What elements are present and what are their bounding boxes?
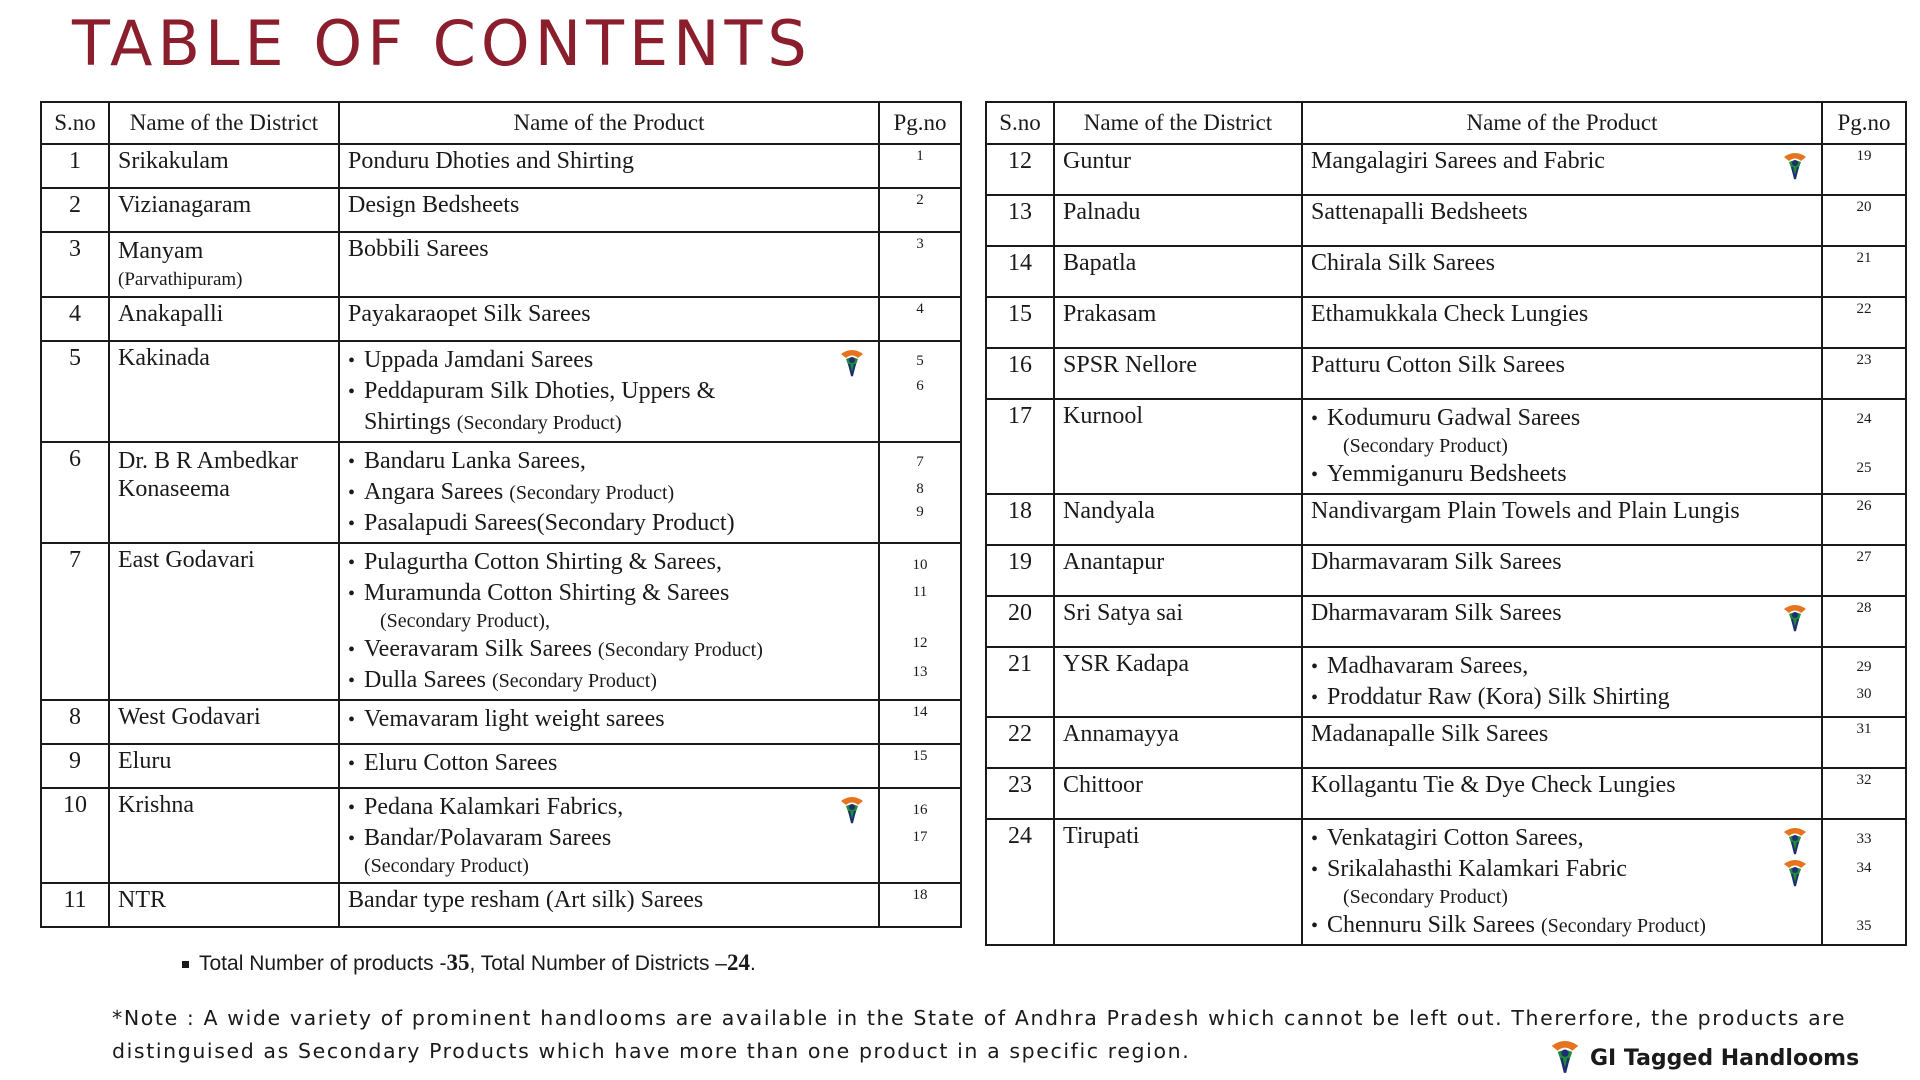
gi-tag-icon [1781,603,1809,635]
product-item: • Proddatur Raw (Kora) Silk Shirting [1327,682,1813,713]
totals-summary [182,950,756,976]
row-sno: 10 [41,788,109,883]
row-page: 1 [879,144,961,188]
gi-tag-icon [1548,1038,1582,1078]
header-product: Name of the Product [339,102,879,144]
row-page [1822,819,1906,945]
row-product: Chirala Silk Sarees [1302,246,1822,297]
page-number: 30 [1856,686,1872,703]
product-item: • Uppada Jamdani Sarees [364,345,870,376]
row-sno: 14 [986,246,1054,297]
secondary-label: (Secondary Product) [509,481,675,504]
row-page: 22 [1822,297,1906,348]
table-row [41,543,961,700]
row-product: Madanapalle Silk Sarees [1302,717,1822,768]
page-number: 25 [1856,460,1872,477]
row-sno: 7 [41,543,109,700]
product-item [364,634,870,665]
row-district: Kakinada [109,341,339,442]
row-district: Eluru [109,744,339,788]
row-product [1302,399,1822,494]
row-district [109,232,339,297]
product-item: • Venkatagiri Cotton Sarees, [1327,823,1813,854]
toc-table-left [40,101,962,928]
summary-end: . [749,952,756,975]
row-district: Tirupati [1054,819,1302,945]
row-district: Palnadu [1054,195,1302,246]
table-row [986,399,1906,494]
row-sno: 13 [986,195,1054,246]
page-number: 11 [912,583,928,600]
product-item-text: Veeravaram Silk Sarees [364,635,592,662]
secondary-label: (Secondary Product) [1343,435,1508,457]
row-sno: 3 [41,232,109,297]
table-row [41,297,961,341]
row-product [1302,819,1822,945]
row-district: Kurnool [1054,399,1302,494]
gi-legend [1548,1038,1859,1078]
header-row [41,102,961,144]
row-product: Payakaraopet Silk Sarees [339,297,879,341]
row-page: 19 [1822,144,1906,195]
product-item: • Yemmiganuru Bedsheets [1327,459,1813,490]
row-page [1822,647,1906,717]
table-row [41,188,961,232]
page-number: 24 [1856,411,1872,427]
row-sno: 22 [986,717,1054,768]
table-row [986,348,1906,399]
row-page [879,788,961,883]
page-title: TABLE OF CONTENTS [72,7,812,80]
page-number: 9 [916,504,924,521]
row-product [339,341,879,442]
table-row [41,144,961,188]
product-item-text: Angara Sarees [364,478,504,505]
row-district: Chittoor [1054,768,1302,819]
table-row [986,195,1906,246]
secondary-label: (Secondary Product) [1343,886,1508,908]
page-number: 8 [916,480,924,497]
product-item-continued [364,407,870,438]
row-sno: 6 [41,442,109,543]
row-sno: 8 [41,700,109,744]
row-product [1302,144,1822,195]
row-district: Anantapur [1054,545,1302,596]
toc-table-right [985,101,1907,946]
district-name-line2: Konaseema [118,475,230,502]
district-subname: (Parvathipuram) [118,269,243,290]
secondary-label: (Secondary Product) [364,854,529,877]
row-sno: 12 [986,144,1054,195]
table-row [41,442,961,543]
row-district: Bapatla [1054,246,1302,297]
row-page: 2 [879,188,961,232]
product-item: • Vemavaram light weight sarees [364,704,870,735]
product-item: • Srikalahasthi Kalamkari Fabric [1327,854,1813,885]
product-name: Mangalagiri Sarees and Fabric [1311,148,1605,174]
row-sno: 2 [41,188,109,232]
row-page: 21 [1822,246,1906,297]
row-page: 3 [879,232,961,297]
page-number: 5 [916,352,924,369]
product-item: • Pulagurtha Cotton Shirting & Sarees, [364,547,870,578]
table-row [41,700,961,744]
product-item [364,665,870,696]
row-product: Sattenapalli Bedsheets [1302,195,1822,246]
header-district: Name of the District [1054,102,1302,144]
product-item-text: Shirtings [364,408,451,435]
district-name: Manyam [118,238,204,264]
table-row [41,788,961,883]
product-item: • Kodumuru Gadwal Sarees [1327,403,1813,434]
gi-tag-icon [1781,858,1809,890]
row-district: Vizianagaram [109,188,339,232]
row-product [1302,596,1822,647]
product-item: • Pedana Kalamkari Fabrics, [364,792,870,823]
row-product: Bandar type resham (Art silk) Sarees [339,883,879,927]
products-total: 35 [446,950,470,975]
table-row [986,545,1906,596]
row-page: 20 [1822,195,1906,246]
gi-tag-icon [1781,826,1809,858]
header-district: Name of the District [109,102,339,144]
row-district: Guntur [1054,144,1302,195]
row-product: Ponduru Dhoties and Shirting [339,144,879,188]
page-number: 33 [1856,831,1872,847]
product-item: • Pasalapudi Sarees(Secondary Product) [364,508,870,539]
row-district: Srikakulam [109,144,339,188]
row-page: 15 [879,744,961,788]
row-district: Sri Satya sai [1054,596,1302,647]
row-product [339,442,879,543]
gi-tag-icon [838,348,866,380]
page-number: 35 [1856,917,1872,934]
product-item: • Madhavaram Sarees, [1327,651,1813,682]
footnote: *Note : A wide variety of prominent handlooms are available in the State of Andhra Pradesh which cannot be left out. Thererfore, the products are distinguised as Secondary Products which have more than one product in a specific region. [112,1006,1847,1063]
table-row [986,647,1906,717]
row-sno: 17 [986,399,1054,494]
row-product: Dharmavaram Silk Sarees [1302,545,1822,596]
row-sno: 19 [986,545,1054,596]
gi-tag-icon [838,795,866,827]
product-name: Dharmavaram Silk Sarees [1311,600,1562,626]
row-sno: 15 [986,297,1054,348]
page-number: 34 [1856,860,1872,877]
row-sno: 23 [986,768,1054,819]
product-item: • Eluru Cotton Sarees [364,748,870,779]
bullet-square-icon [182,961,189,968]
table-row [41,883,961,927]
header-sno: S.no [41,102,109,144]
row-district: NTR [109,883,339,927]
table-row [986,494,1906,545]
product-item-text: Dulla Sarees [364,666,486,693]
product-item-text: Chennuru Silk Sarees [1327,912,1535,938]
row-district: Annamayya [1054,717,1302,768]
product-item: • Bandaru Lanka Sarees, [364,446,870,477]
row-sno: 20 [986,596,1054,647]
row-page: 28 [1822,596,1906,647]
table-row [986,297,1906,348]
row-sno: 5 [41,341,109,442]
row-product [339,700,879,744]
row-district: Nandyala [1054,494,1302,545]
row-sno: 18 [986,494,1054,545]
table-row [986,246,1906,297]
row-sno: 16 [986,348,1054,399]
row-district: East Godavari [109,543,339,700]
row-product [339,543,879,700]
row-product: Patturu Cotton Silk Sarees [1302,348,1822,399]
table-row [986,717,1906,768]
product-item [1327,910,1813,941]
secondary-label: (Secondary Product) [1540,915,1706,937]
row-page: 23 [1822,348,1906,399]
product-item: • Muramunda Cotton Shirting & Sarees [364,578,870,609]
row-district [109,442,339,543]
row-district: YSR Kadapa [1054,647,1302,717]
table-row [986,768,1906,819]
districts-label: , Total Number of Districts – [469,952,727,975]
row-product: Kollagantu Tie & Dye Check Lungies [1302,768,1822,819]
row-page: 18 [879,883,961,927]
table-row [41,232,961,297]
row-product [339,744,879,788]
row-sno: 1 [41,144,109,188]
products-label: Total Number of products - [199,952,447,975]
row-page: 14 [879,700,961,744]
row-sno: 11 [41,883,109,927]
row-product [339,788,879,883]
secondary-label: (Secondary Product), [380,609,550,632]
secondary-label: (Secondary Product) [597,638,763,661]
row-sno: 24 [986,819,1054,945]
header-product: Name of the Product [1302,102,1822,144]
table-row [986,144,1906,195]
row-page [879,442,961,543]
row-product: Bobbili Sarees [339,232,879,297]
page-number: 7 [916,453,924,470]
gi-tag-icon [1781,151,1809,183]
secondary-label: (Secondary Product) [456,411,622,434]
header-row [986,102,1906,144]
row-district: Prakasam [1054,297,1302,348]
row-district: SPSR Nellore [1054,348,1302,399]
row-district: West Godavari [109,700,339,744]
secondary-label: (Secondary Product) [491,669,657,692]
row-page: 31 [1822,717,1906,768]
row-product: Ethamukkala Check Lungies [1302,297,1822,348]
table-row [986,819,1906,945]
row-page [1822,399,1906,494]
row-sno: 4 [41,297,109,341]
row-district: Krishna [109,788,339,883]
page-number: 6 [916,377,924,394]
districts-total: 24 [726,950,750,975]
page-number: 29 [1856,659,1872,675]
product-item: • Bandar/Polavaram Sarees [364,823,870,854]
row-page [879,543,961,700]
table-row [41,744,961,788]
table-row [986,596,1906,647]
row-page: 32 [1822,768,1906,819]
row-sno: 21 [986,647,1054,717]
row-page: 27 [1822,545,1906,596]
row-product: Nandivargam Plain Towels and Plain Lungis [1302,494,1822,545]
row-district: Anakapalli [109,297,339,341]
legend-label: GI Tagged Handlooms [1590,1045,1860,1071]
row-page [879,341,961,442]
page-number: 16 [912,801,928,818]
header-pg: Pg.no [1822,102,1906,144]
product-item [364,477,870,508]
page-number: 10 [912,556,928,573]
row-page: 26 [1822,494,1906,545]
district-name: Dr. B R Ambedkar [118,447,298,474]
row-page: 4 [879,297,961,341]
page-number: 12 [912,635,928,652]
row-product: Design Bedsheets [339,188,879,232]
table-row [41,341,961,442]
header-pg: Pg.no [879,102,961,144]
row-sno: 9 [41,744,109,788]
page-number: 13 [912,664,928,681]
header-sno: S.no [986,102,1054,144]
row-product [1302,647,1822,717]
page-number: 17 [912,828,928,845]
product-item: • Peddapuram Silk Dhoties, Uppers & [364,376,870,407]
